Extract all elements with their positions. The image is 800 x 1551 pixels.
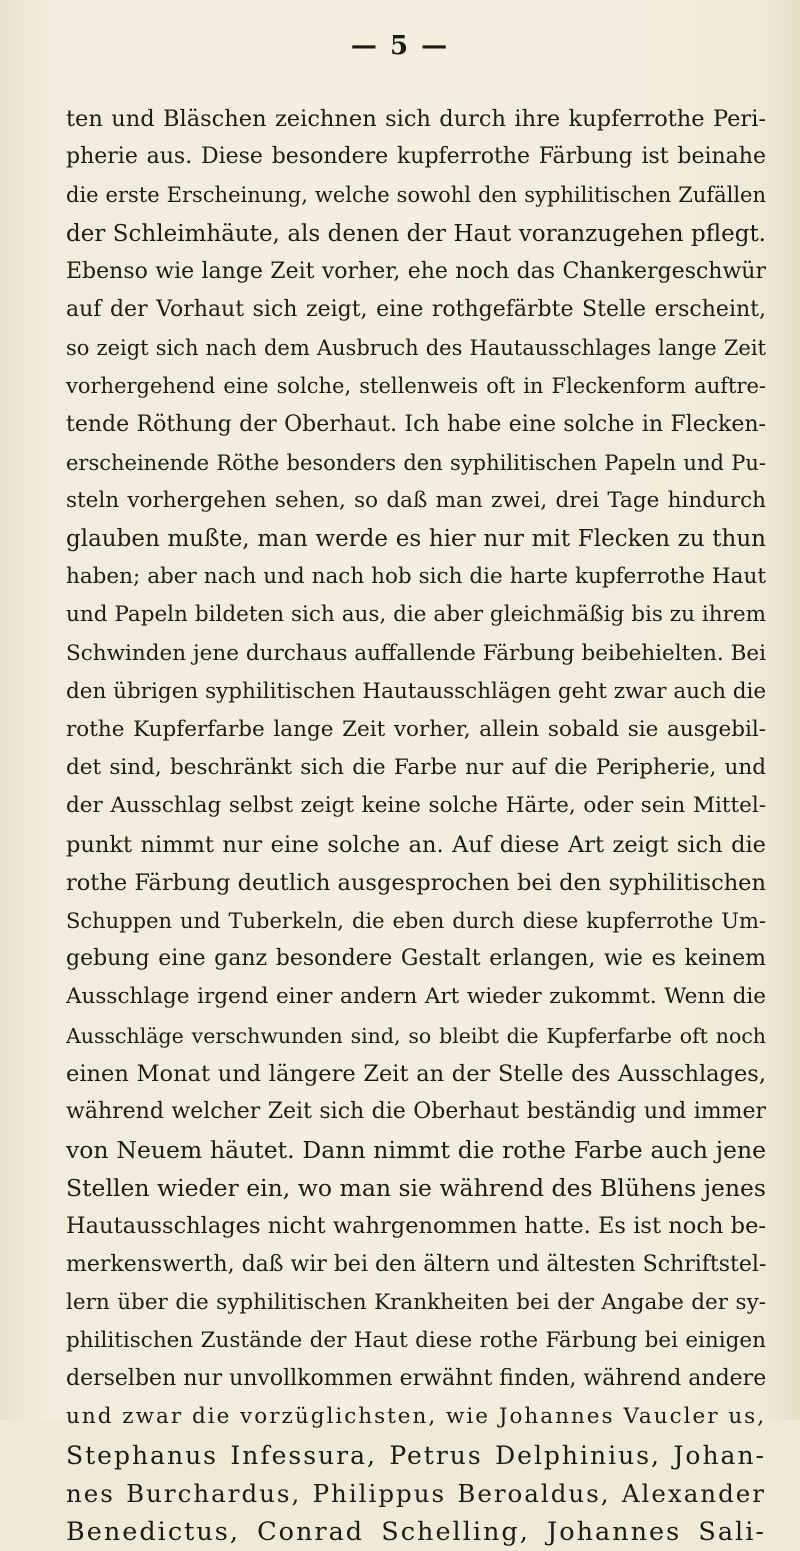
text-line: philitischen Zustände der Haut diese rothe Färbung bei einigen [66, 1328, 766, 1353]
text-line: glauben mußte, man werde es hier nur mit Flecken zu thun [66, 526, 766, 553]
text-line: tende Röthung der Oberhaut. Ich habe eine solche in Flecken- [66, 411, 766, 437]
text-line: rothe Kupferfarbe lange Zeit vorher, allein sobald sie ausgebil- [66, 717, 766, 742]
text-line: derselben nur unvollkommen erwähnt finden, während andere [66, 1366, 766, 1392]
text-line: pherie aus. Diese besondere kupferrothe Färbung ist beinahe [66, 144, 766, 170]
text-line: haben; aber nach und nach hob sich die harte kupferrothe Haut [66, 564, 766, 590]
text-line: punkt nimmt nur eine solche an. Auf diese Art zeigt sich die [66, 831, 766, 858]
text-line: Hautausschlages nicht wahrgenommen hatte. Es ist noch be- [66, 1213, 766, 1240]
text-line: vorhergehend eine solche, stellenweis oft in Fleckenform auftre- [66, 374, 766, 399]
text-line: ten und Bläschen zeichnen sich durch ihre kupferrothe Peri- [66, 106, 766, 132]
text-line: Schuppen und Tuberkeln, die eben durch diese kupferrothe Um- [66, 908, 766, 933]
text-line: Stephanus Infessura, Petrus Delphinius, Johan- [66, 1440, 766, 1470]
page-number: — 5 — [350, 31, 450, 61]
text-line: Benedictus, Conrad Schelling, Johannes Sali- [66, 1516, 766, 1547]
text-line: der Ausschlag selbst zeigt keine solche Härte, oder sein Mittel- [66, 793, 766, 819]
text-line: nes Burchardus, Philippus Beroaldus, Alexander [66, 1478, 766, 1508]
text-line: während welcher Zeit sich die Oberhaut beständig und immer [66, 1098, 766, 1124]
text-line: so zeigt sich nach dem Ausbruch des Hautausschlages lange Zeit [66, 336, 766, 361]
text-line: die erste Erscheinung, welche sowohl den syphilitischen Zufällen [66, 183, 766, 208]
text-line: Schwinden jene durchaus auffallende Färbung beibehielten. Bei [66, 640, 766, 666]
text-line: den übrigen syphilitischen Hautausschlägen geht zwar auch die [66, 678, 766, 704]
text-line: gebung eine ganz besondere Gestalt erlangen, wie es keinem [66, 946, 766, 972]
text-line: und zwar die vorzüglichsten, wie Johannes Vaucler us, [66, 1404, 766, 1430]
text-line: steln vorhergehen sehen, so daß man zwei, drei Tage hindurch [66, 487, 766, 513]
text-line: und Papeln bildeten sich aus, die aber gleichmäßig bis zu ihrem [66, 602, 766, 628]
body-text [66, 100, 766, 1551]
text-line: der Schleimhäute, als denen der Haut voranzugehen pflegt. [66, 220, 766, 247]
text-line: auf der Vorhaut sich zeigt, eine rothgefärbte Stelle erscheint, [66, 296, 766, 322]
text-line: erscheinende Röthe besonders den syphilitischen Papeln und Pu- [66, 450, 766, 475]
text-line: Ausschläge verschwunden sind, so bleibt die Kupferfarbe oft noch [66, 1023, 766, 1048]
text-line: rothe Färbung deutlich ausgesprochen bei den syphilitischen [66, 869, 766, 896]
text-line: lern über die syphilitischen Krankheiten bei der Angabe der sy- [66, 1289, 766, 1315]
text-line: Ebenso wie lange Zeit vorher, ehe noch das Chankergeschwür [66, 258, 766, 284]
text-line: von Neuem häutet. Dann nimmt die rothe Farbe auch jene [66, 1136, 766, 1165]
text-line: det sind, beschränkt sich die Farbe nur auf die Peripherie, und [66, 755, 766, 781]
text-line: Stellen wieder ein, wo man sie während des Blühens jenes [66, 1174, 766, 1203]
text-line: einen Monat und längere Zeit an der Stelle des Ausschlages, [66, 1060, 766, 1087]
text-line: Ausschlage irgend einer andern Art wieder zukommt. Wenn die [66, 984, 766, 1010]
text-line: merkenswerth, daß wir bei den ältern und ältesten Schriftstel- [66, 1251, 766, 1277]
